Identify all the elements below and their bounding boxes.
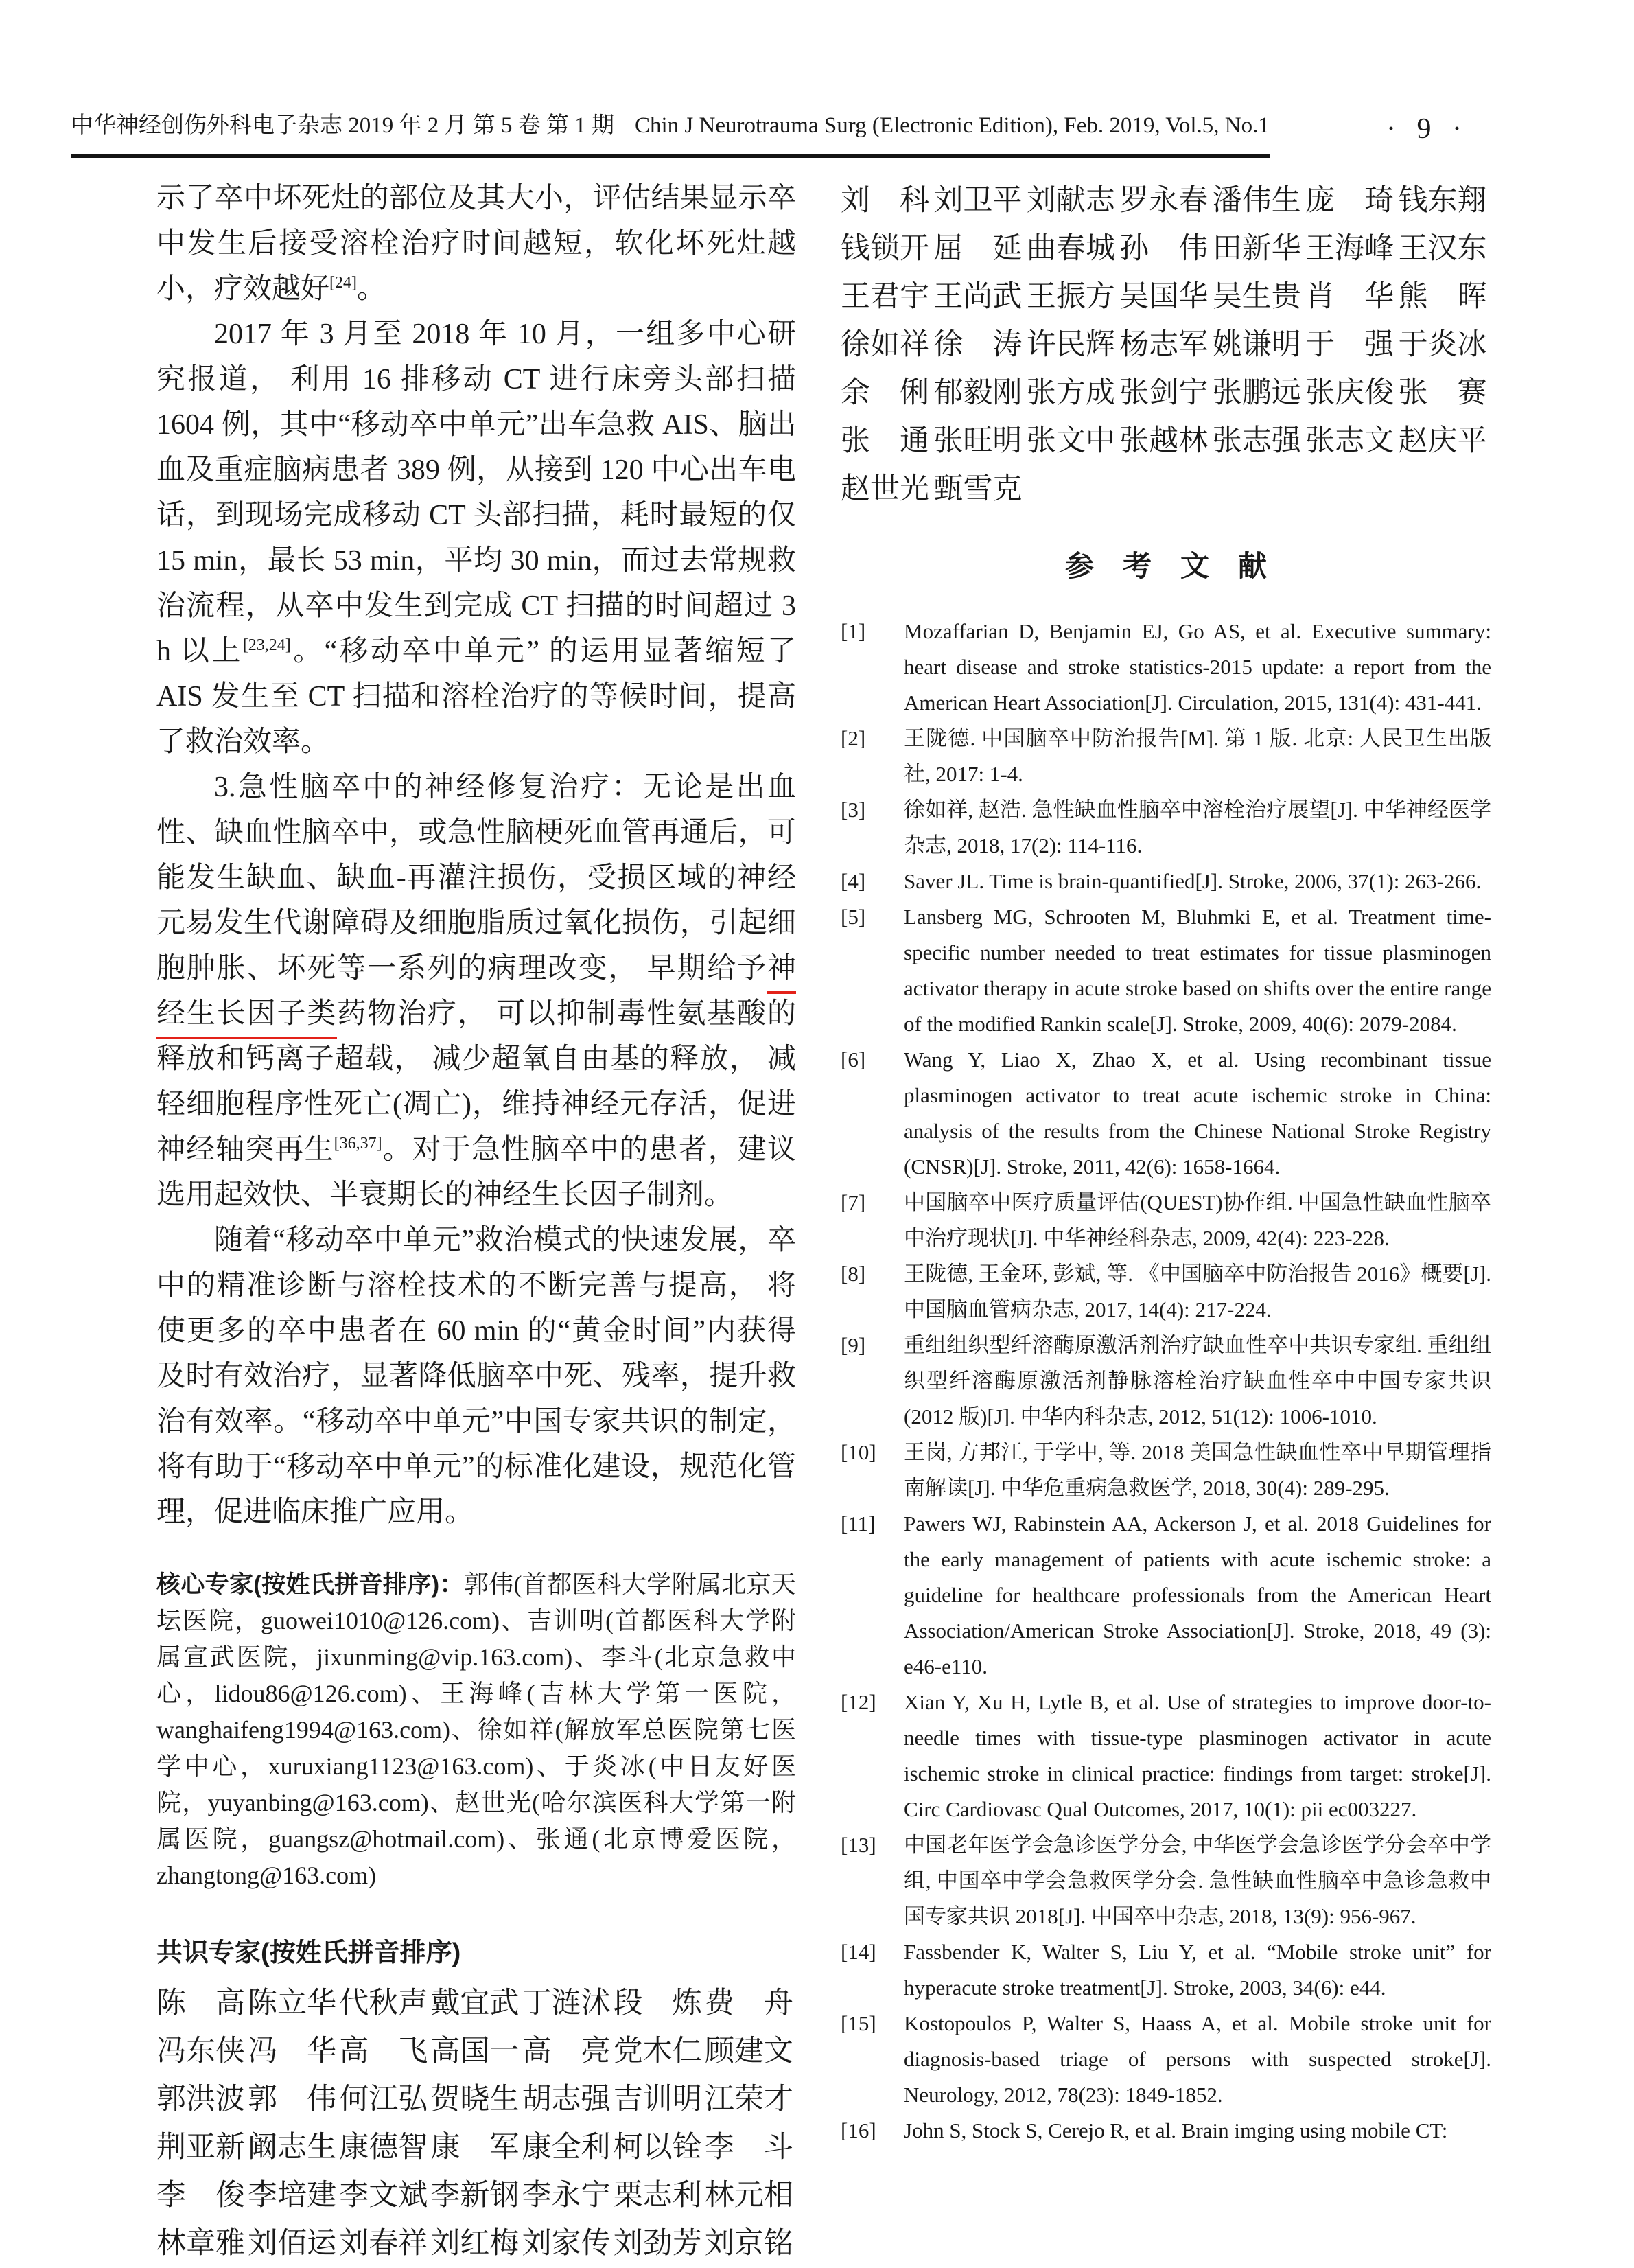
expert-name: 党木仁 xyxy=(613,2035,702,2068)
expert-name: 吴国华 xyxy=(1119,281,1209,313)
expert-name-row xyxy=(841,321,1491,369)
expert-name-row xyxy=(841,369,1491,417)
reference-text: Lansberg MG, Schrooten M, Bluhmki E, et al. Treatment time-specific number needed to treat estimates for tissue plasminogen activator therapy in acute stroke based on shifts over the entire range of the modified Rankin scale[J]. Stroke, 2009, 40(6): 2079-2084. xyxy=(904,905,1491,1036)
expert-name: 庞 琦 xyxy=(1305,185,1394,217)
reference-number: [8] xyxy=(841,1262,866,1286)
reference-item xyxy=(841,792,1491,864)
text-segment: 示了卒中坏死灶的部位及其大小，评估结果显示卒中发生后接受溶栓治疗时间越短，软化坏死灶越小，疗效越好 xyxy=(156,183,796,305)
reference-number: [3] xyxy=(841,798,866,822)
red-underlined-text: 神经生长因子类 xyxy=(156,953,796,1039)
reference-number: [5] xyxy=(841,905,866,929)
reference-item xyxy=(841,1256,1491,1328)
right-column xyxy=(841,176,1491,2149)
expert-name: 李永宁 xyxy=(522,2179,611,2212)
expert-name: 孙 伟 xyxy=(1119,233,1209,265)
text-segment: 。“移动卒中单元” 的运用显著缩短了 AIS 发生至 CT 扫描和溶栓治疗的等候时间，提高了救治效率。 xyxy=(156,636,796,758)
expert-name-row xyxy=(841,225,1491,273)
expert-name: 张 赛 xyxy=(1398,377,1487,409)
reference-item xyxy=(841,1506,1491,1685)
reference-number: [13] xyxy=(841,1833,876,1857)
expert-name: 刘佰运 xyxy=(248,2228,337,2260)
expert-name: 李培建 xyxy=(248,2179,337,2212)
expert-name: 罗永春 xyxy=(1119,185,1209,217)
expert-name: 屈 延 xyxy=(933,233,1023,265)
expert-name: 于 强 xyxy=(1305,329,1394,361)
expert-name: 李文斌 xyxy=(339,2179,428,2212)
expert-name: 陈 高 xyxy=(156,1987,245,2020)
reference-item xyxy=(841,1042,1491,1185)
expert-name: 康 军 xyxy=(430,2131,520,2164)
reference-number: [16] xyxy=(841,2118,876,2142)
expert-name-row xyxy=(156,2172,796,2220)
reference-item xyxy=(841,1685,1491,1827)
expert-name: 李新钢 xyxy=(430,2179,520,2212)
reference-number: [2] xyxy=(841,726,866,750)
expert-name: 于炎冰 xyxy=(1398,329,1487,361)
reference-number: [4] xyxy=(841,869,866,893)
expert-name: 戴宜武 xyxy=(430,1987,520,2020)
expert-name: 张方成 xyxy=(1026,377,1115,409)
reference-text: 中国老年医学会急诊医学分会, 中华医学会急诊医学分会卒中学组, 中国卒中学会急救医学分会. 急性缺血性脑卒中急诊急救中国专家共识 2018[J]. 中国卒中杂志, 2018, 13(9): 956-967. xyxy=(904,1833,1491,1928)
reference-text: John S, Stock S, Cerejo R, et al. Brain imging using mobile CT: xyxy=(904,2118,1448,2142)
core-experts-text: 郭伟(首都医科大学附属北京天坛医院，guowei1010@126.com)、吉训明(首都医科大学附属宣武医院，jixunming@vip.163.com)、李斗(北京急救中心，lidou86@126.com)、王海峰(吉林大学第一医院，wanghaifeng1994@163.com)、徐如祥(解放军总医院第七医学中心，xuruxiang1123@163.com)、于炎冰(中日友好医院，yuyanbing@163.com)、赵世光(哈尔滨医科大学第一附属医院，guangsz@hotmail.com)、张通(北京博爱医院，zhangtong@163.com) xyxy=(156,1571,796,1889)
expert-name: 康全利 xyxy=(522,2131,611,2164)
left-column xyxy=(156,176,796,2268)
reference-item xyxy=(841,899,1491,1042)
expert-name: 刘献志 xyxy=(1026,185,1115,217)
expert-name: 胡志强 xyxy=(522,2083,611,2116)
expert-name: 刘红梅 xyxy=(430,2228,520,2260)
references-heading: 参 考 文 献 xyxy=(1064,550,1267,582)
reference-number: [11] xyxy=(841,1512,876,1536)
expert-name: 张庆俊 xyxy=(1305,377,1394,409)
reference-text: 重组组织型纤溶酶原激活剂治疗缺血性卒中共识专家组. 重组组织型纤溶酶原激活剂静脉溶栓治疗缺血性卒中中国专家共识(2012 版)[J]. 中华内科杂志, 2012, 51(12): 1006-1010. xyxy=(904,1333,1491,1428)
expert-name: 顾建文 xyxy=(704,2035,793,2068)
reference-text: 徐如祥, 赵浩. 急性缺血性脑卒中溶栓治疗展望[J]. 中华神经医学杂志, 2018, 17(2): 114-116. xyxy=(904,798,1491,857)
expert-name: 徐 涛 xyxy=(933,329,1023,361)
page-header xyxy=(71,107,1270,158)
expert-name: 何江弘 xyxy=(339,2083,428,2116)
reference-item xyxy=(841,1435,1491,1506)
core-experts-label: 核心专家(按姓氏拼音排序)： xyxy=(156,1571,464,1598)
expert-name: 张志强 xyxy=(1212,425,1301,457)
expert-name: 王海峰 xyxy=(1305,233,1394,265)
journal-title-en: Chin J Neurotrauma Surg (Electronic Edition), Feb. 2019, Vol.5, No.1 xyxy=(635,113,1270,138)
expert-name: 冯 华 xyxy=(248,2035,337,2068)
expert-name: 曲春城 xyxy=(1026,233,1115,265)
core-experts-paragraph xyxy=(156,1566,796,1894)
expert-name: 赵庆平 xyxy=(1398,425,1487,457)
expert-name: 刘 科 xyxy=(841,185,929,217)
expert-name: 林元相 xyxy=(704,2179,793,2212)
expert-name: 赵世光 xyxy=(841,473,929,505)
reference-text: 王陇德. 中国脑卒中防治报告[M]. 第 1 版. 北京: 人民卫生出版社, 2017: 1-4. xyxy=(904,726,1491,786)
reference-number: [10] xyxy=(841,1440,876,1464)
expert-name: 郁毅刚 xyxy=(933,377,1023,409)
reference-number: [15] xyxy=(841,2011,876,2035)
expert-name: 段 炼 xyxy=(613,1987,702,2020)
reference-superscript: [23,24] xyxy=(242,636,291,654)
expert-name-row xyxy=(841,417,1491,465)
expert-name: 钱锁开 xyxy=(841,233,929,265)
expert-name: 江荣才 xyxy=(704,2083,793,2116)
expert-name-row xyxy=(841,177,1491,225)
reference-text: 王陇德, 王金环, 彭斌, 等. 《中国脑卒中防治报告 2016》概要[J]. 中国脑血管病杂志, 2017, 14(4): 217-224. xyxy=(904,1262,1491,1321)
reference-text: Kostopoulos P, Walter S, Haass A, et al. Mobile stroke unit for diagnosis-based triage of persons with suspected stroke[J]. Neurology, 2012, 78(23): 1849-1852. xyxy=(904,2011,1491,2107)
expert-name-row xyxy=(156,2028,796,2076)
expert-name: 康德智 xyxy=(339,2131,428,2164)
reference-item xyxy=(841,2113,1491,2149)
text-segment: 。 xyxy=(357,273,386,305)
expert-name-row xyxy=(156,1980,796,2028)
reference-text: Wang Y, Liao X, Zhao X, et al. Using recombinant tissue plasminogen activator to treat acute ischemic stroke in China: analysis of the results from the Chinese National Stroke Registry (CNSR)[J]. Stroke, 2011, 42(6): 1658-1664. xyxy=(904,1048,1491,1179)
paragraph xyxy=(156,1218,796,1535)
reference-number: [6] xyxy=(841,1048,866,1072)
reference-item xyxy=(841,864,1491,899)
reference-item xyxy=(841,614,1491,721)
reference-text: Pawers WJ, Rabinstein AA, Ackerson J, et al. 2018 Guidelines for the early management of patients with acute ischemic stroke: a guideline for healthcare professionals from the American Heart Association/American Stroke Association[J]. Stroke, 2018, 49 (3): e46-e110. xyxy=(904,1512,1491,1678)
expert-name: 张越林 xyxy=(1119,425,1209,457)
expert-name: 阚志生 xyxy=(248,2131,337,2164)
reference-text: Fassbender K, Walter S, Liu Y, et al. “Mobile stroke unit” for hyperacute stroke treatment[J]. Stroke, 2003, 34(6): e44. xyxy=(904,1940,1491,2000)
reference-item xyxy=(841,1934,1491,2006)
expert-name: 李 俊 xyxy=(156,2179,245,2212)
expert-name: 郭洪波 xyxy=(156,2083,245,2116)
reference-number: [7] xyxy=(841,1190,866,1214)
expert-name: 刘劲芳 xyxy=(613,2228,702,2260)
expert-name: 高国一 xyxy=(430,2035,520,2068)
expert-name: 刘卫平 xyxy=(933,185,1023,217)
text-segment: 2017 年 3 月至 2018 年 10 月，一组多中心研究报道， 利用 16 排移动 CT 进行床旁头部扫描 1604 例，其中“移动卒中单元”出车急救 AIS、脑出血及重症脑病患者 389 例，从接到 120 中心出车电话，到现场完成移动 CT 头部扫描，耗时最短的仅 15 min，最长 53 min，平均 30 min，而过去常规救治流程，从卒中发生到完成 CT 扫描的时间超过 3 h 以上 xyxy=(156,319,796,667)
expert-name: 潘伟生 xyxy=(1212,185,1301,217)
expert-name: 荆亚新 xyxy=(156,2131,245,2164)
expert-name: 冯东侠 xyxy=(156,2035,245,2068)
paragraph xyxy=(156,176,796,312)
expert-name: 吴生贵 xyxy=(1212,281,1301,313)
expert-name: 代秋声 xyxy=(339,1987,428,2020)
expert-name: 丁涟沭 xyxy=(522,1987,611,2020)
text-segment: 药物治疗， 可以抑制毒性氨基酸的释放和钙离子超载， 减少超氧自由基的释放， 减轻细胞程序性死亡(凋亡)，维持神经元存活，促进神经轴突再生 xyxy=(156,998,796,1166)
consensus-experts-heading: 共识专家(按姓氏拼音排序) xyxy=(156,1939,461,1967)
expert-name-row xyxy=(156,2124,796,2172)
expert-name: 张文中 xyxy=(1026,425,1115,457)
expert-name: 徐如祥 xyxy=(841,329,929,361)
reference-text: Mozaffarian D, Benjamin EJ, Go AS, et al. Executive summary: heart disease and stroke statistics-2015 update: a report from the American Heart Association[J]. Circulation, 2015, 131(4): 431-441. xyxy=(904,619,1491,715)
text-segment: 随着“移动卒中单元”救治模式的快速发展，卒中的精准诊断与溶栓技术的不断完善与提高， 将使更多的卒中患者在 60 min 的“黄金时间”内获得及时有效治疗，显著降低脑卒中死、残率，提升救治有效率。“移动卒中单元”中国专家共识的制定，将有助于“移动卒中单元”的标准化建设，规范化管理，促进临床推广应用。 xyxy=(156,1225,796,1528)
expert-name: 王尚武 xyxy=(933,281,1023,313)
reference-superscript: [24] xyxy=(329,274,357,292)
reference-number: [1] xyxy=(841,619,866,643)
expert-name: 杨志军 xyxy=(1119,329,1209,361)
expert-name: 田新华 xyxy=(1212,233,1301,265)
expert-name: 李 斗 xyxy=(704,2131,793,2164)
consensus-table-right xyxy=(841,177,1491,513)
reference-item xyxy=(841,721,1491,792)
consensus-table-left xyxy=(156,1980,796,2268)
page-number: · 9 · xyxy=(1386,113,1469,145)
expert-name: 王君宇 xyxy=(841,281,929,313)
expert-name: 王汉东 xyxy=(1398,233,1487,265)
reference-text: Saver JL. Time is brain-quantified[J]. Stroke, 2006, 37(1): 263-266. xyxy=(904,869,1482,893)
paragraph xyxy=(156,765,796,1218)
expert-name-row xyxy=(841,465,1491,513)
expert-name: 姚谦明 xyxy=(1212,329,1301,361)
reference-item xyxy=(841,1185,1491,1256)
expert-name: 郭 伟 xyxy=(248,2083,337,2116)
expert-name: 张志文 xyxy=(1305,425,1394,457)
reference-text: Xian Y, Xu H, Lytle B, et al. Use of strategies to improve door-to-needle times with tissue-type plasminogen activator in acute ischemic stroke in clinical practice: findings from target: stroke[J]. Circ Cardiovasc Qual Outcomes, 2017, 10(1): pii ec003227. xyxy=(904,1690,1491,1821)
expert-name-row xyxy=(156,2076,796,2124)
reference-item xyxy=(841,2006,1491,2113)
reference-superscript: [36,37] xyxy=(334,1135,382,1153)
expert-name: 甄雪克 xyxy=(933,473,1023,505)
left-paragraphs xyxy=(156,176,796,1535)
reference-text: 中国脑卒中医疗质量评估(QUEST)协作组. 中国急性缺血性脑卒中治疗现状[J]. 中华神经科杂志, 2009, 42(4): 223-228. xyxy=(904,1190,1491,1250)
expert-name: 熊 晖 xyxy=(1398,281,1487,313)
text-segment: 。对于急性脑卒中的患者，建议选用起效快、半衰期长的神经生长因子制剂。 xyxy=(156,1134,796,1211)
journal-title-cn: 中华神经创伤外科电子杂志 2019 年 2 月 第 5 卷 第 1 期 xyxy=(71,113,614,138)
reference-item xyxy=(841,1827,1491,1934)
expert-name-row xyxy=(841,273,1491,321)
expert-name: 吉训明 xyxy=(613,2083,702,2116)
expert-name: 贺晓生 xyxy=(430,2083,520,2116)
expert-name: 张旺明 xyxy=(933,425,1023,457)
expert-name: 刘京铭 xyxy=(704,2228,793,2260)
reference-item xyxy=(841,1328,1491,1435)
expert-name: 肖 华 xyxy=(1305,281,1394,313)
paragraph xyxy=(156,312,796,765)
expert-name: 张 通 xyxy=(841,425,929,457)
expert-name: 钱东翔 xyxy=(1398,185,1487,217)
expert-name: 栗志利 xyxy=(613,2179,702,2212)
expert-name: 高 飞 xyxy=(339,2035,428,2068)
expert-name: 刘春祥 xyxy=(339,2228,428,2260)
expert-name: 林章雅 xyxy=(156,2228,245,2260)
reference-number: [14] xyxy=(841,1940,876,1964)
expert-name: 余 俐 xyxy=(841,377,929,409)
expert-name: 费 舟 xyxy=(704,1987,793,2020)
expert-name: 王振方 xyxy=(1026,281,1115,313)
expert-name: 陈立华 xyxy=(248,1987,337,2020)
text-segment: 3.急性脑卒中的神经修复治疗：无论是出血性、缺血性脑卒中，或急性脑梗死血管再通后，可能发生缺血、缺血-再灌注损伤，受损区域的神经元易发生代谢障碍及细胞脂质过氧化损伤，引起细胞肿胀、坏死等一系列的病理改变， 早期给予 xyxy=(156,772,796,984)
expert-name: 柯以铨 xyxy=(613,2131,702,2164)
expert-name: 张剑宁 xyxy=(1119,377,1209,409)
reference-text: 王岗, 方邦江, 于学中, 等. 2018 美国急性缺血性卒中早期管理指南解读[J]. 中华危重病急救医学, 2018, 30(4): 289-295. xyxy=(904,1440,1491,1500)
expert-name: 许民辉 xyxy=(1026,329,1115,361)
references-list xyxy=(841,614,1491,2149)
reference-number: [12] xyxy=(841,1690,876,1714)
reference-number: [9] xyxy=(841,1333,866,1357)
expert-name: 刘家传 xyxy=(522,2228,611,2260)
expert-name-row xyxy=(156,2220,796,2268)
expert-name: 高 亮 xyxy=(522,2035,611,2068)
expert-name: 张鹏远 xyxy=(1212,377,1301,409)
